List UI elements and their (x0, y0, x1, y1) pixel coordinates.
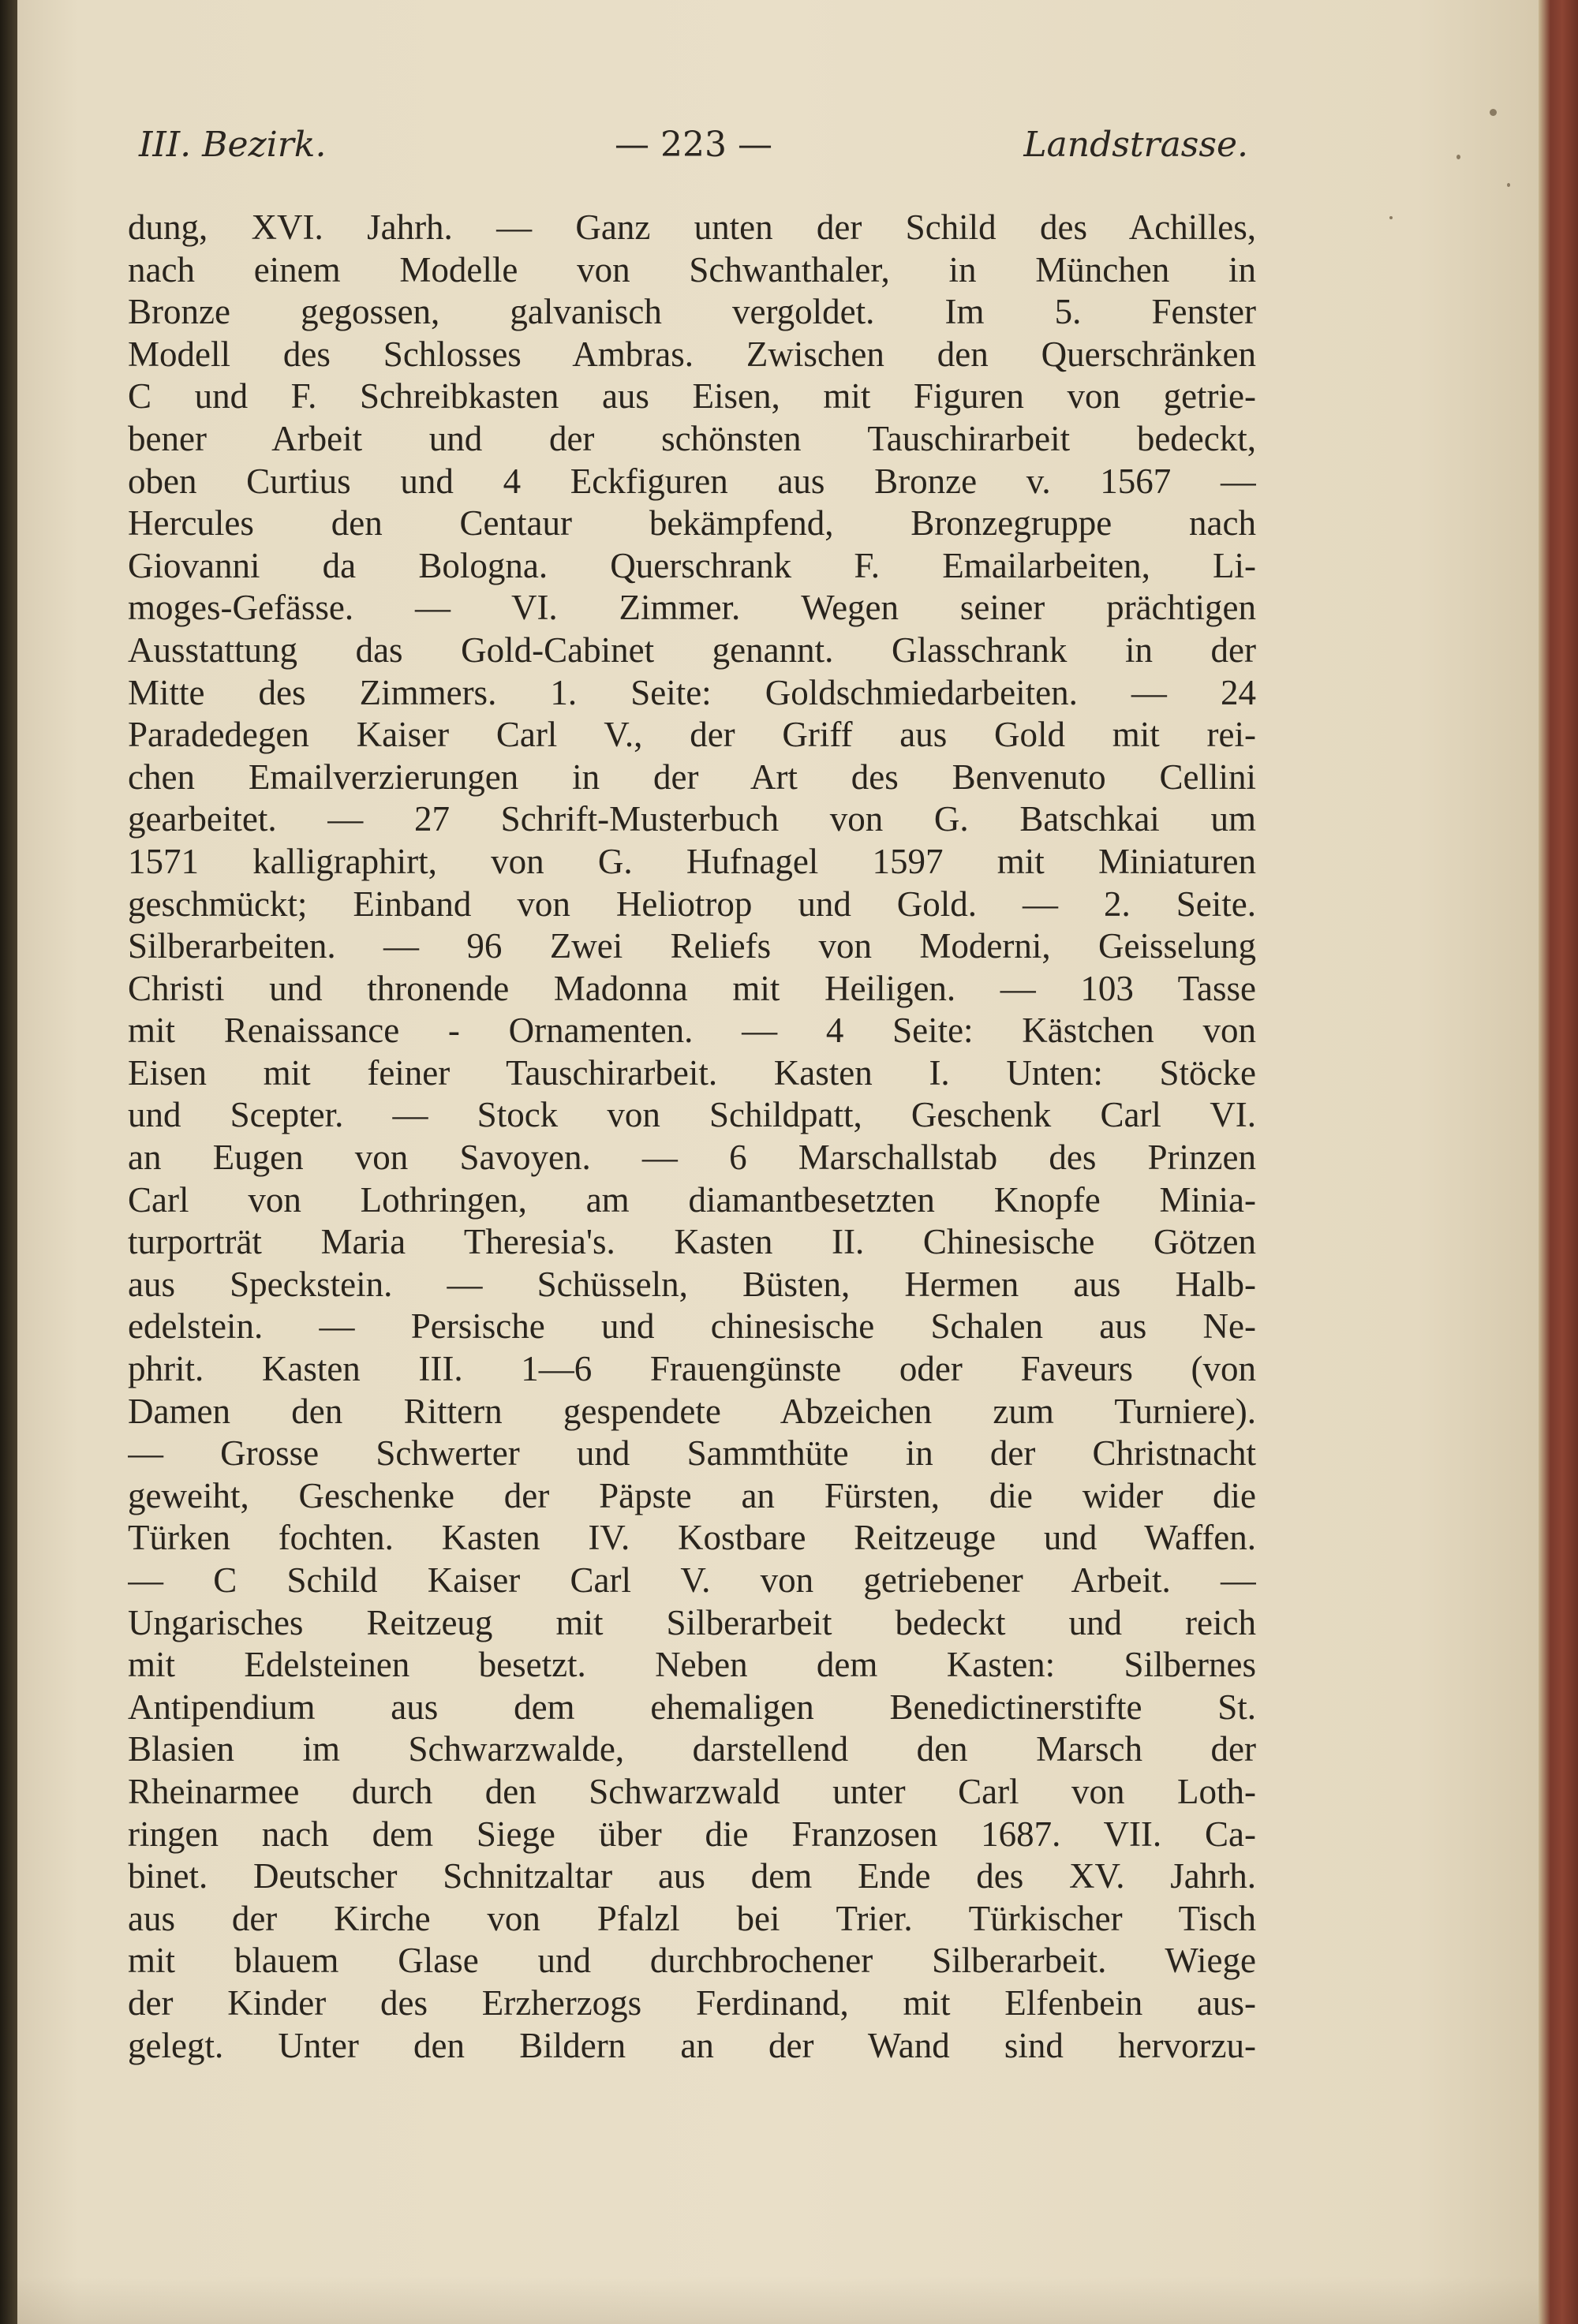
text-line: der Kinder des Erzherzogs Ferdinand, mit Elfenbein aus- (128, 1982, 1256, 2023)
text-line: ringen nach dem Siege über die Franzosen 1687. VII. Ca- (128, 1814, 1256, 1854)
text-line: Christi und thronende Madonna mit Heiligen. — 103 Tasse (128, 968, 1256, 1008)
book-gutter-shadow (0, 0, 17, 2324)
running-header (139, 125, 1248, 183)
page-bottom-shade (17, 2277, 1539, 2324)
paper-speck (1490, 109, 1497, 116)
text-line: Hercules den Centaur bekämpfend, Bronzegruppe nach (128, 503, 1256, 544)
text-line: oben Curtius und 4 Eckfiguren aus Bronze v. 1567 — (128, 461, 1256, 501)
text-line: Ungarisches Reitzeug mit Silberarbeit bedeckt und reich (128, 1602, 1256, 1642)
text-line: Rheinarmee durch den Schwarzwald unter Carl von Loth- (128, 1771, 1256, 1811)
text-line: Blasien im Schwarzwalde, darstellend den Marsch der (128, 1729, 1256, 1769)
text-line: geschmückt; Einband von Heliotrop und Gold. — 2. Seite. (128, 884, 1256, 924)
text-line: Giovanni da Bologna. Querschrank F. Emailarbeiten, Li- (128, 545, 1256, 585)
text-line: Carl von Lothringen, am diamantbesetzten Knopfe Minia- (128, 1179, 1256, 1220)
paper-speck (1456, 155, 1460, 159)
text-line: nach einem Modelle von Schwanthaler, in München in (128, 249, 1256, 290)
text-line: 1571 kalligraphirt, von G. Hufnagel 1597 mit Miniaturen (128, 841, 1256, 881)
paper-speck (1507, 183, 1510, 187)
text-line: gelegt. Unter den Bildern an der Wand sind hervorzu- (128, 2025, 1256, 2065)
header-street: Landstrasse. (1023, 125, 1248, 165)
text-line: — Grosse Schwerter und Sammthüte in der Christnacht (128, 1433, 1256, 1474)
text-line: bener Arbeit und der schönsten Tauschirarbeit bedeckt, (128, 418, 1256, 458)
paper-speck (1389, 216, 1393, 219)
book-fore-edge (1539, 0, 1578, 2324)
body-text (128, 207, 1256, 2067)
text-line: Silberarbeiten. — 96 Zwei Reliefs von Moderni, Geisselung (128, 926, 1256, 966)
text-line: mit blauem Glase und durchbrochener Silberarbeit. Wiege (128, 1941, 1256, 1981)
text-line: aus Speckstein. — Schüsseln, Büsten, Hermen aus Halb- (128, 1264, 1256, 1304)
text-line: und Scepter. — Stock von Schildpatt, Geschenk Carl VI. (128, 1095, 1256, 1135)
text-line: binet. Deutscher Schnitzaltar aus dem Ende des XV. Jahrh. (128, 1856, 1256, 1896)
text-line: Paradedegen Kaiser Carl V., der Griff aus Gold mit rei- (128, 715, 1256, 755)
text-line: Eisen mit feiner Tauschirarbeit. Kasten I. Unten: Stöcke (128, 1052, 1256, 1093)
text-line: Bronze gegossen, galvanisch vergoldet. Im 5. Fenster (128, 292, 1256, 332)
text-line: Ausstattung das Gold-Cabinet genannt. Glasschrank in der (128, 630, 1256, 670)
text-line: Modell des Schlosses Ambras. Zwischen den Querschränken (128, 334, 1256, 374)
text-line: C und F. Schreibkasten aus Eisen, mit Figuren von getrie- (128, 376, 1256, 417)
text-line: Türken fochten. Kasten IV. Kostbare Reitzeuge und Waffen. (128, 1518, 1256, 1558)
text-line: aus der Kirche von Pfalzl bei Trier. Türkischer Tisch (128, 1898, 1256, 1938)
text-line: mit Edelsteinen besetzt. Neben dem Kasten: Silbernes (128, 1645, 1256, 1685)
text-line: chen Emailverzierungen in der Art des Benvenuto Cellini (128, 757, 1256, 797)
page-number: — 223 — (615, 125, 772, 165)
text-line: Mitte des Zimmers. 1. Seite: Goldschmiedarbeiten. — 24 (128, 672, 1256, 712)
text-line: Damen den Rittern gespendete Abzeichen zum Turniere). (128, 1391, 1256, 1431)
text-line: geweiht, Geschenke der Päpste an Fürsten, die wider die (128, 1475, 1256, 1515)
header-district: III. Bezirk. (139, 125, 327, 165)
text-line: an Eugen von Savoyen. — 6 Marschallstab des Prinzen (128, 1138, 1256, 1178)
text-line: edelstein. — Persische und chinesische Schalen aus Ne- (128, 1306, 1256, 1347)
text-line: phrit. Kasten III. 1—6 Frauengünste oder Faveurs (von (128, 1349, 1256, 1389)
text-line: — C Schild Kaiser Carl V. von getriebener Arbeit. — (128, 1560, 1256, 1600)
text-line: moges-Gefässe. — VI. Zimmer. Wegen seiner prächtigen (128, 588, 1256, 628)
text-line: mit Renaissance - Ornamenten. — 4 Seite: Kästchen von (128, 1011, 1256, 1051)
text-line: gearbeitet. — 27 Schrift-Musterbuch von G. Batschkai um (128, 799, 1256, 839)
text-line: turporträt Maria Theresia's. Kasten II. Chinesische Götzen (128, 1222, 1256, 1262)
text-line: dung, XVI. Jahrh. — Ganz unten der Schild des Achilles, (128, 207, 1256, 247)
text-line: Antipendium aus dem ehemaligen Benedictinerstifte St. (128, 1687, 1256, 1727)
